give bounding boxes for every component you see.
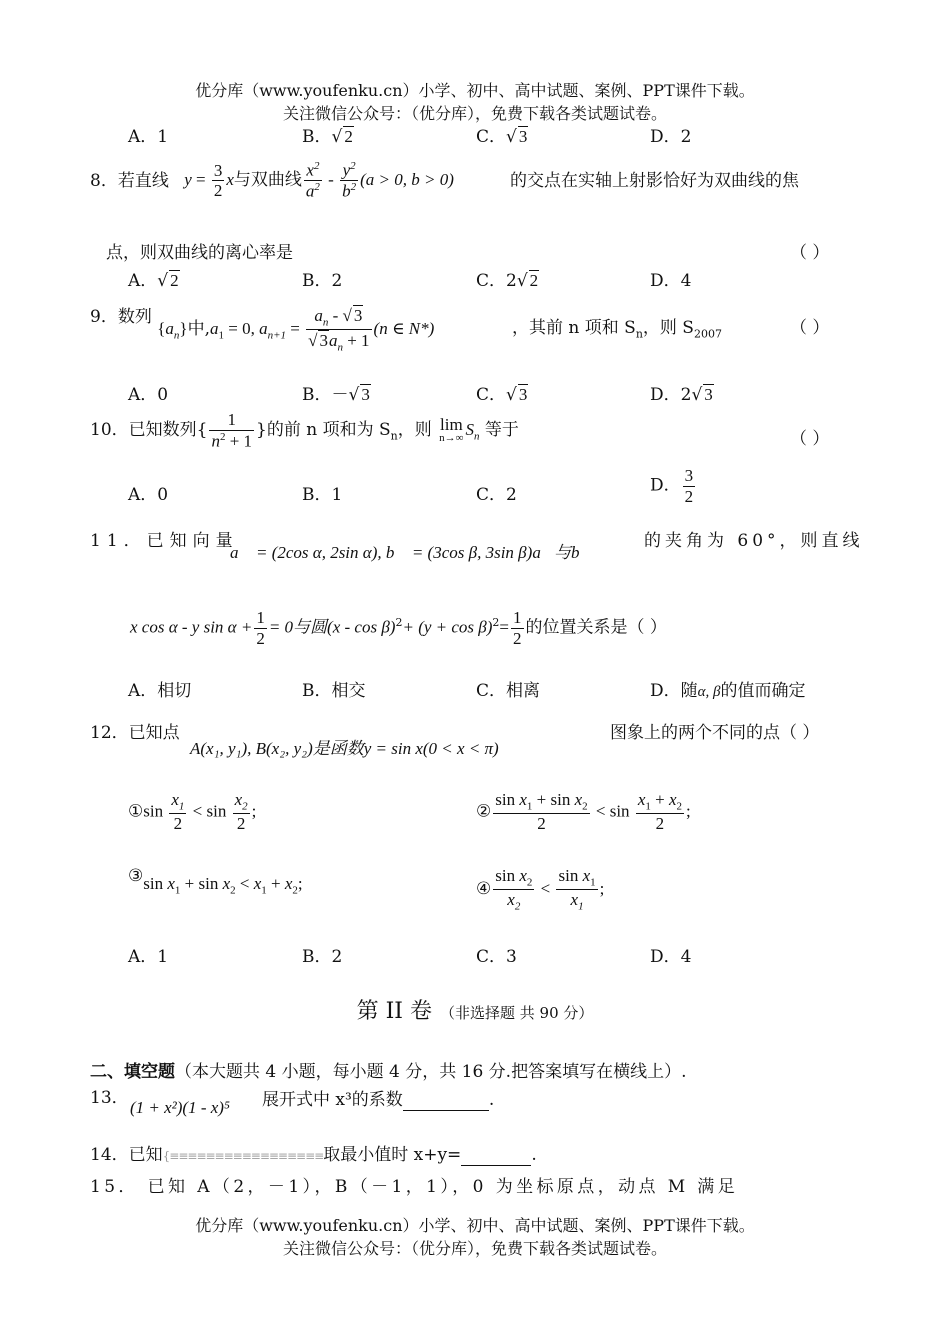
footer-line-1: 优分库（www.youfenku.cn）小学、初中、高中试题、案例、PPT课件下载。 <box>195 1216 755 1235</box>
q9-tail: ，其前 n 项和 $S_n$，则 $S_{2007}$ <box>512 318 722 341</box>
q11-tail: 的夹角为 60°，则直线 <box>644 531 864 551</box>
q13: 13． <box>90 1088 129 1108</box>
part2-heading: 二、填空题（本大题共 4 小题，每小题 4 分，共 16 分.把答案填写在横线上）. <box>90 1062 687 1082</box>
q9-stem: 9．数列 $\{a_n\}$中$,a_1 = 0$, $a_{n+1}$ = $\frac{a_n - √ 3}{√ 3a_n + 1}$ (n ∈ N*) <box>90 306 435 354</box>
q9-option-b: B．－√ 3 <box>302 385 370 405</box>
footer-line-2: 关注微信公众号：（优分库），免费下载各类试题试卷。 <box>282 1239 667 1258</box>
q12-stem: 12．已知点 <box>90 723 180 743</box>
q10-option-b: B．1 <box>302 485 343 505</box>
q10-paren: （ ） <box>790 429 830 449</box>
q8-option-a: A．√ 2 <box>128 271 179 291</box>
q7-option-d: D．2 <box>650 127 692 147</box>
q10-option-c: C．2 <box>476 485 517 505</box>
q7-option-c: C．√ 3 <box>476 127 528 147</box>
q8-stem: 8．若直线 y = $\frac{3}{2}$ x与双曲线 $\frac{x^2}{a^2}$ - $\frac{y^2}{b^2}$ (a > 0, b > 0) <box>90 160 454 201</box>
q11-stem: 11．已知向量 <box>90 531 239 551</box>
q9-option-a: A．0 <box>128 385 169 405</box>
q12-option-a: A．1 <box>128 947 169 967</box>
q9-option-c: C．√ 3 <box>476 385 528 405</box>
q8-paren: （ ） <box>790 243 830 263</box>
q11-line2: x cos α - y sin α + $\frac{1}{2}$ = 0与圆$(x - \cos \beta)^2+ (y + \cos \beta)^2=$ $\frac{1}{2}$ 的位置关系是（ ） <box>130 608 667 648</box>
section-title: 第 II 卷 （非选择题 共 90 分） <box>356 999 594 1024</box>
q12-statement-2: ② $\frac{\sin x_1 + \sin x_2}{2}$ < sin $\frac{x_1 + x_2}{2}$ ; <box>476 790 691 834</box>
q9-paren: （ ） <box>790 318 830 338</box>
q10-stem: 10．已知数列{ $\frac{1}{n^2 + 1}$ }的前 n 项和为 $S_n$，则 lim n→∞ $S_n$ 等于 <box>90 410 519 451</box>
q15: 15． 已知 A（2，－1），B（－1，1），0 为坐标原点，动点 M 满足 <box>90 1177 739 1197</box>
q8-tail: 的交点在实轴上射影恰好为双曲线的焦 <box>510 171 799 191</box>
q13-tail: 展开式中 x³的系数 . <box>262 1090 495 1110</box>
q8-line2: 点，则双曲线的离心率是 <box>106 243 293 263</box>
q14: 14．已知{≡≡≡≡≡≡≡≡≡≡≡≡≡≡≡≡≡取最小值时 x+y= . <box>90 1145 537 1165</box>
q14-garbled-system: {≡≡≡≡≡≡≡≡≡≡≡≡≡≡≡≡≡ <box>162 1149 324 1163</box>
q9-option-d: D．2√ 3 <box>650 385 713 405</box>
q7-option-b: B．√ 2 <box>302 127 353 147</box>
q8-option-d: D．4 <box>650 271 692 291</box>
q12-option-b: B．2 <box>302 947 343 967</box>
q8-option-c: C．2√ 2 <box>476 271 539 291</box>
q11-option-b: B．相交 <box>302 681 366 701</box>
q8-option-b: B．2 <box>302 271 343 291</box>
q11-option-c: C．相离 <box>476 681 541 701</box>
q11-option-d: D．随α, β的值而确定 <box>650 681 806 701</box>
q7-option-a: A．1 <box>128 127 169 147</box>
q10-option-a: A．0 <box>128 485 169 505</box>
q10-option-d: D． $\frac{3}{2}$ <box>650 466 694 506</box>
q12-option-d: D．4 <box>650 947 692 967</box>
q12-statement-1: ①sin $\frac{x_1}{2}$ < sin $\frac{x_2}{2}$ ; <box>128 790 257 834</box>
q11-option-a: A．相切 <box>128 681 192 701</box>
header-line-2: 关注微信公众号：（优分库），免费下载各类试题试卷。 <box>282 104 667 123</box>
q12-statement-4: ④ $\frac{\sin x_2}{x_2}$ < $\frac{\sin x_1}{x_1}$ ; <box>476 866 605 913</box>
header-line-1: 优分库（www.youfenku.cn）小学、初中、高中试题、案例、PPT课件下载。 <box>195 81 755 100</box>
q12-statement-3: ③sin $x_1 + \sin x_2 < x_1 + x_2$; <box>128 866 303 897</box>
q11-vectors: a⃗ = (2cos α, 2sin α), b⃗ = (3cos β, 3sin β)a⃗与b⃗ <box>230 543 593 562</box>
q12-tail: 图象上的两个不同的点（ ） <box>610 723 820 743</box>
q12-option-c: C．3 <box>476 947 517 967</box>
q12-points: A(x₁, y₁), B(x₂, y₂)是函数y = sin x(0 < x < π) <box>190 739 499 758</box>
q13-expr: (1 + x²)(1 - x)⁵ <box>130 1098 230 1117</box>
